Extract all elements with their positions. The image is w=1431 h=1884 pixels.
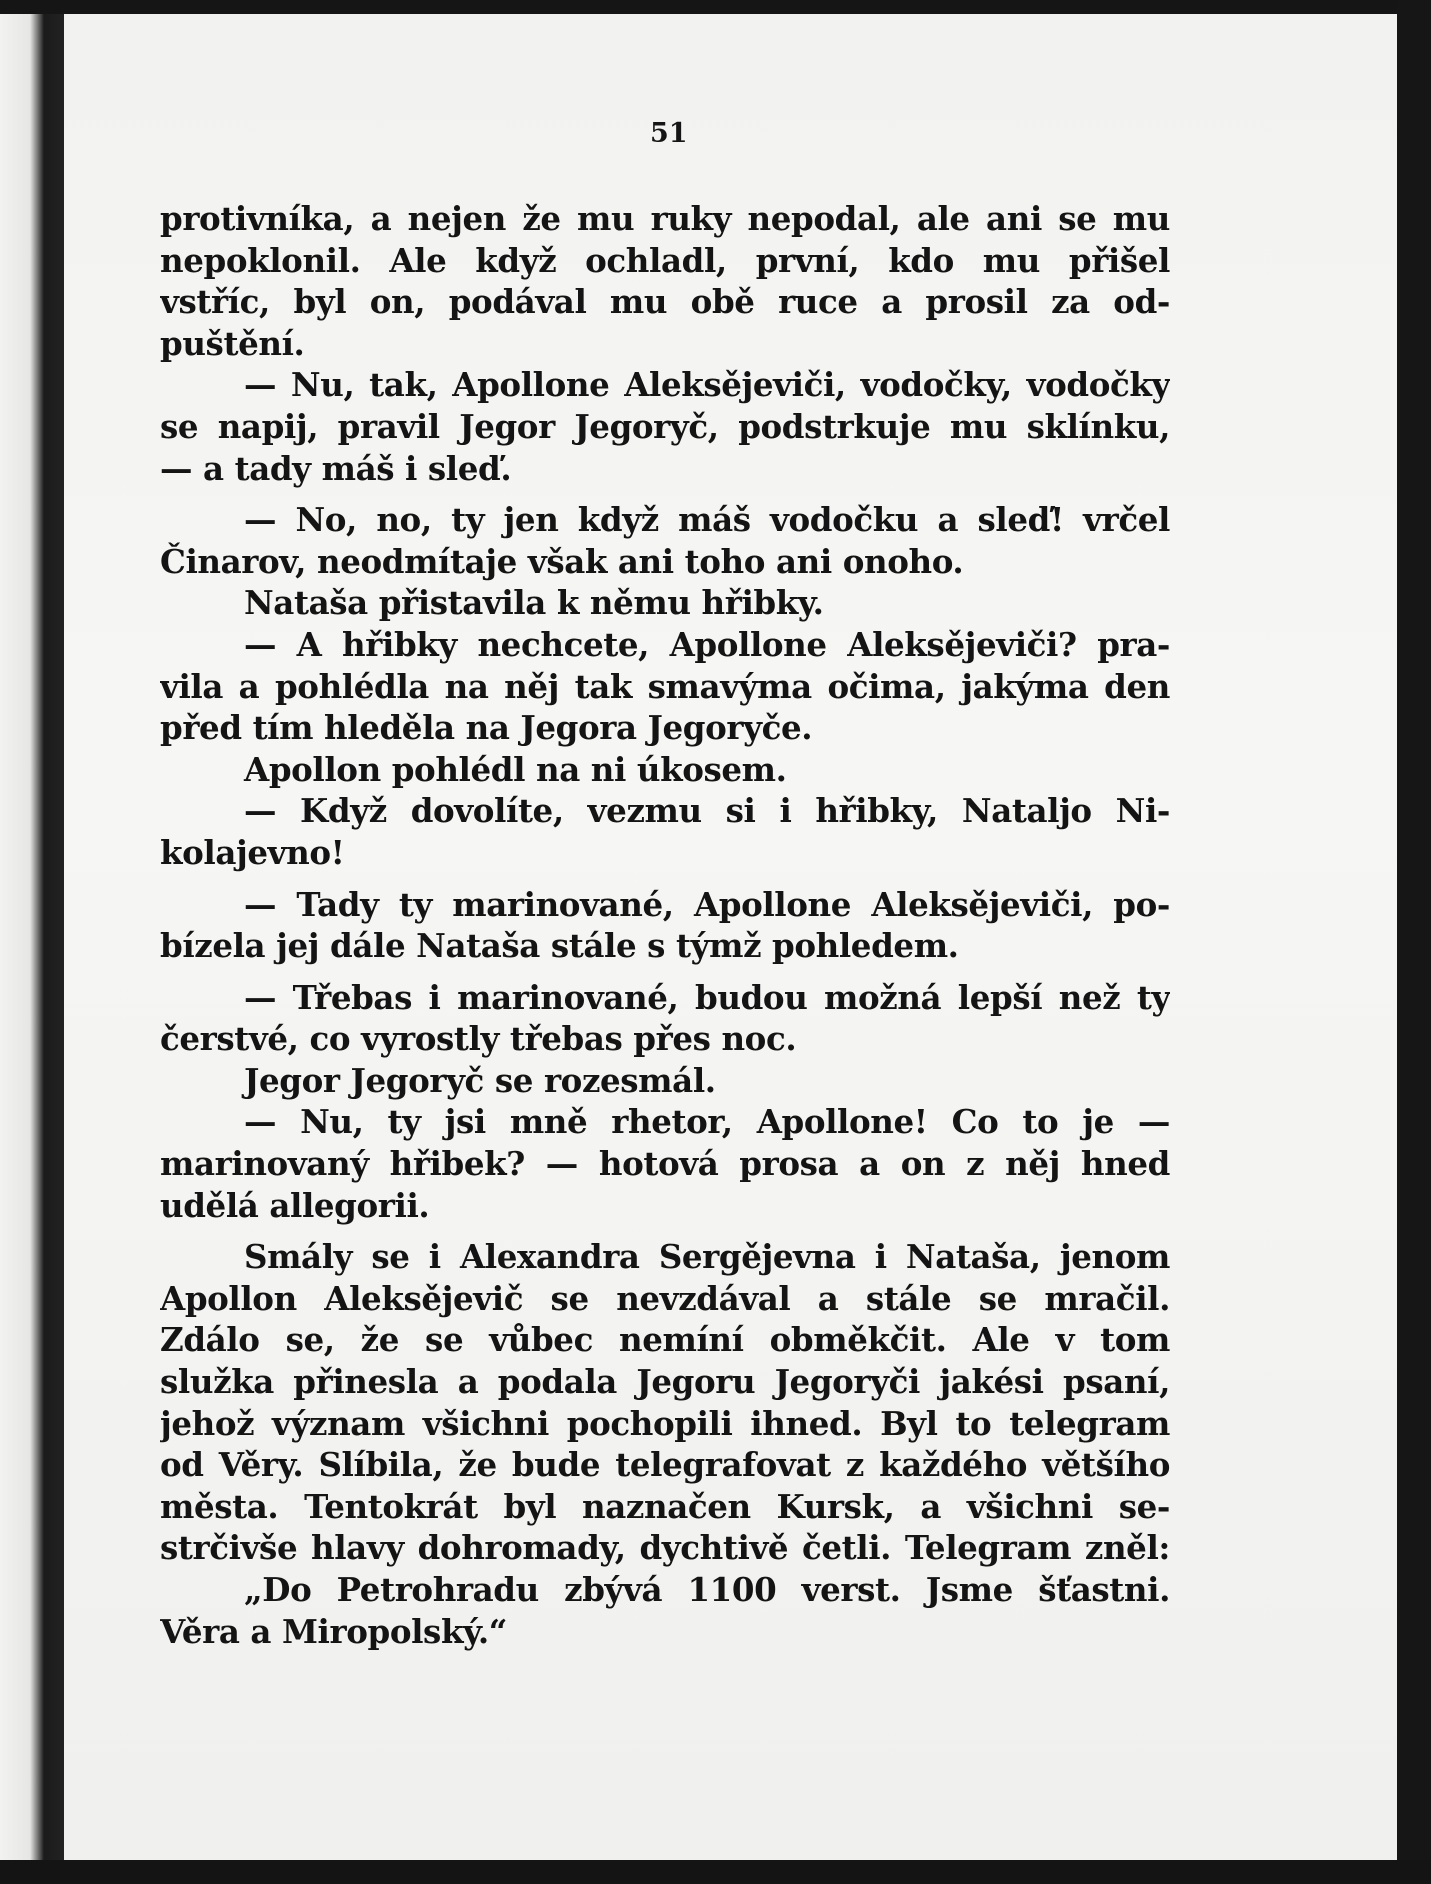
text-line: Apollon Aleksějevič se nevzdával a stále se mračil. [160, 1278, 1170, 1318]
scan-top-border [0, 0, 1431, 14]
text-line: strčivše hlavy dohromady, dychtivě četli. Telegram zněl: [160, 1528, 1170, 1568]
text-line: — Nu, tak, Apollone Aleksějeviči, vodočky, vodočky [244, 365, 1170, 405]
text-line: protivníka, a nejen že mu ruky nepodal, ale ani se mu [160, 199, 1170, 238]
text-line: puštění. [160, 323, 305, 363]
text-line: jehož význam všichni pochopili ihned. Byl to telegram [160, 1403, 1170, 1443]
text-line: marinovaný hřibek? — hotová prosa a on z něj hned [160, 1144, 1170, 1184]
text-line: kolajevno! [160, 832, 345, 872]
text-line: Věra a Miropolský.“ [160, 1611, 508, 1651]
text-line: — No, no, ty jen když máš vodočku a sleď! vrčel [244, 500, 1170, 540]
text-line: se napij, pravil Jegor Jegoryč, podstrkuje mu sklínku, [160, 406, 1170, 446]
text-line: Smály se i Alexandra Sergějevna i Nataša, jenom [244, 1237, 1170, 1277]
text-line: Apollon pohlédl na ni úkosem. [244, 749, 787, 789]
text-line: čerstvé, co vyrostly třebas přes noc. [160, 1019, 797, 1059]
book-spine-shadow [0, 0, 64, 1884]
text-line: Činarov, neodmítaje však ani toho ani onoho. [160, 541, 964, 581]
text-line: — Nu, ty jsi mně rhetor, Apollone! Co to je — [244, 1102, 1170, 1142]
text-line: města. Tentokrát byl naznačen Kursk, a všichni se- [160, 1486, 1170, 1526]
scan-right-border [1397, 0, 1431, 1884]
text-line: Jegor Jegoryč se rozesmál. [244, 1060, 716, 1100]
text-line: nepoklonil. Ale když ochladl, první, kdo mu přišel [160, 240, 1170, 280]
page-number: 51 [650, 118, 688, 149]
text-line: — a tady máš i sleď. [160, 448, 512, 488]
text-line: před tím hleděla na Jegora Jegoryče. [160, 708, 813, 748]
text-line: — Tady ty marinované, Apollone Aleksějeviči, po- [244, 884, 1170, 924]
text-line: služka přinesla a podala Jegoru Jegoryči jakési psaní, [160, 1362, 1170, 1402]
text-line: vila a pohlédla na něj tak smavýma očima, jakýma den [160, 666, 1170, 706]
text-line: — Když dovolíte, vezmu si i hřibky, Nataljo Ni- [244, 791, 1170, 831]
scan-bottom-border [0, 1860, 1431, 1884]
text-line: bízela jej dále Nataša stále s týmž pohledem. [160, 926, 959, 966]
text-line: Nataša přistavila k němu hřibky. [244, 583, 824, 623]
text-line: „Do Petrohradu zbývá 1100 verst. Jsme šťastni. [244, 1570, 1170, 1609]
text-line: — A hřibky nechcete, Apollone Aleksějeviči? pra- [244, 624, 1170, 664]
text-line: od Věry. Slíbila, že bude telegrafovat z každého většího [160, 1445, 1170, 1485]
body-text [160, 198, 1170, 1652]
text-line: — Třebas i marinované, budou možná lepší než ty [244, 977, 1170, 1017]
text-line: vstříc, byl on, podával mu obě ruce a prosil za od- [160, 282, 1170, 322]
text-line: Zdálo se, že se vůbec nemíní obměkčit. Ale v tom [160, 1320, 1170, 1360]
text-line: udělá allegorii. [160, 1185, 430, 1225]
